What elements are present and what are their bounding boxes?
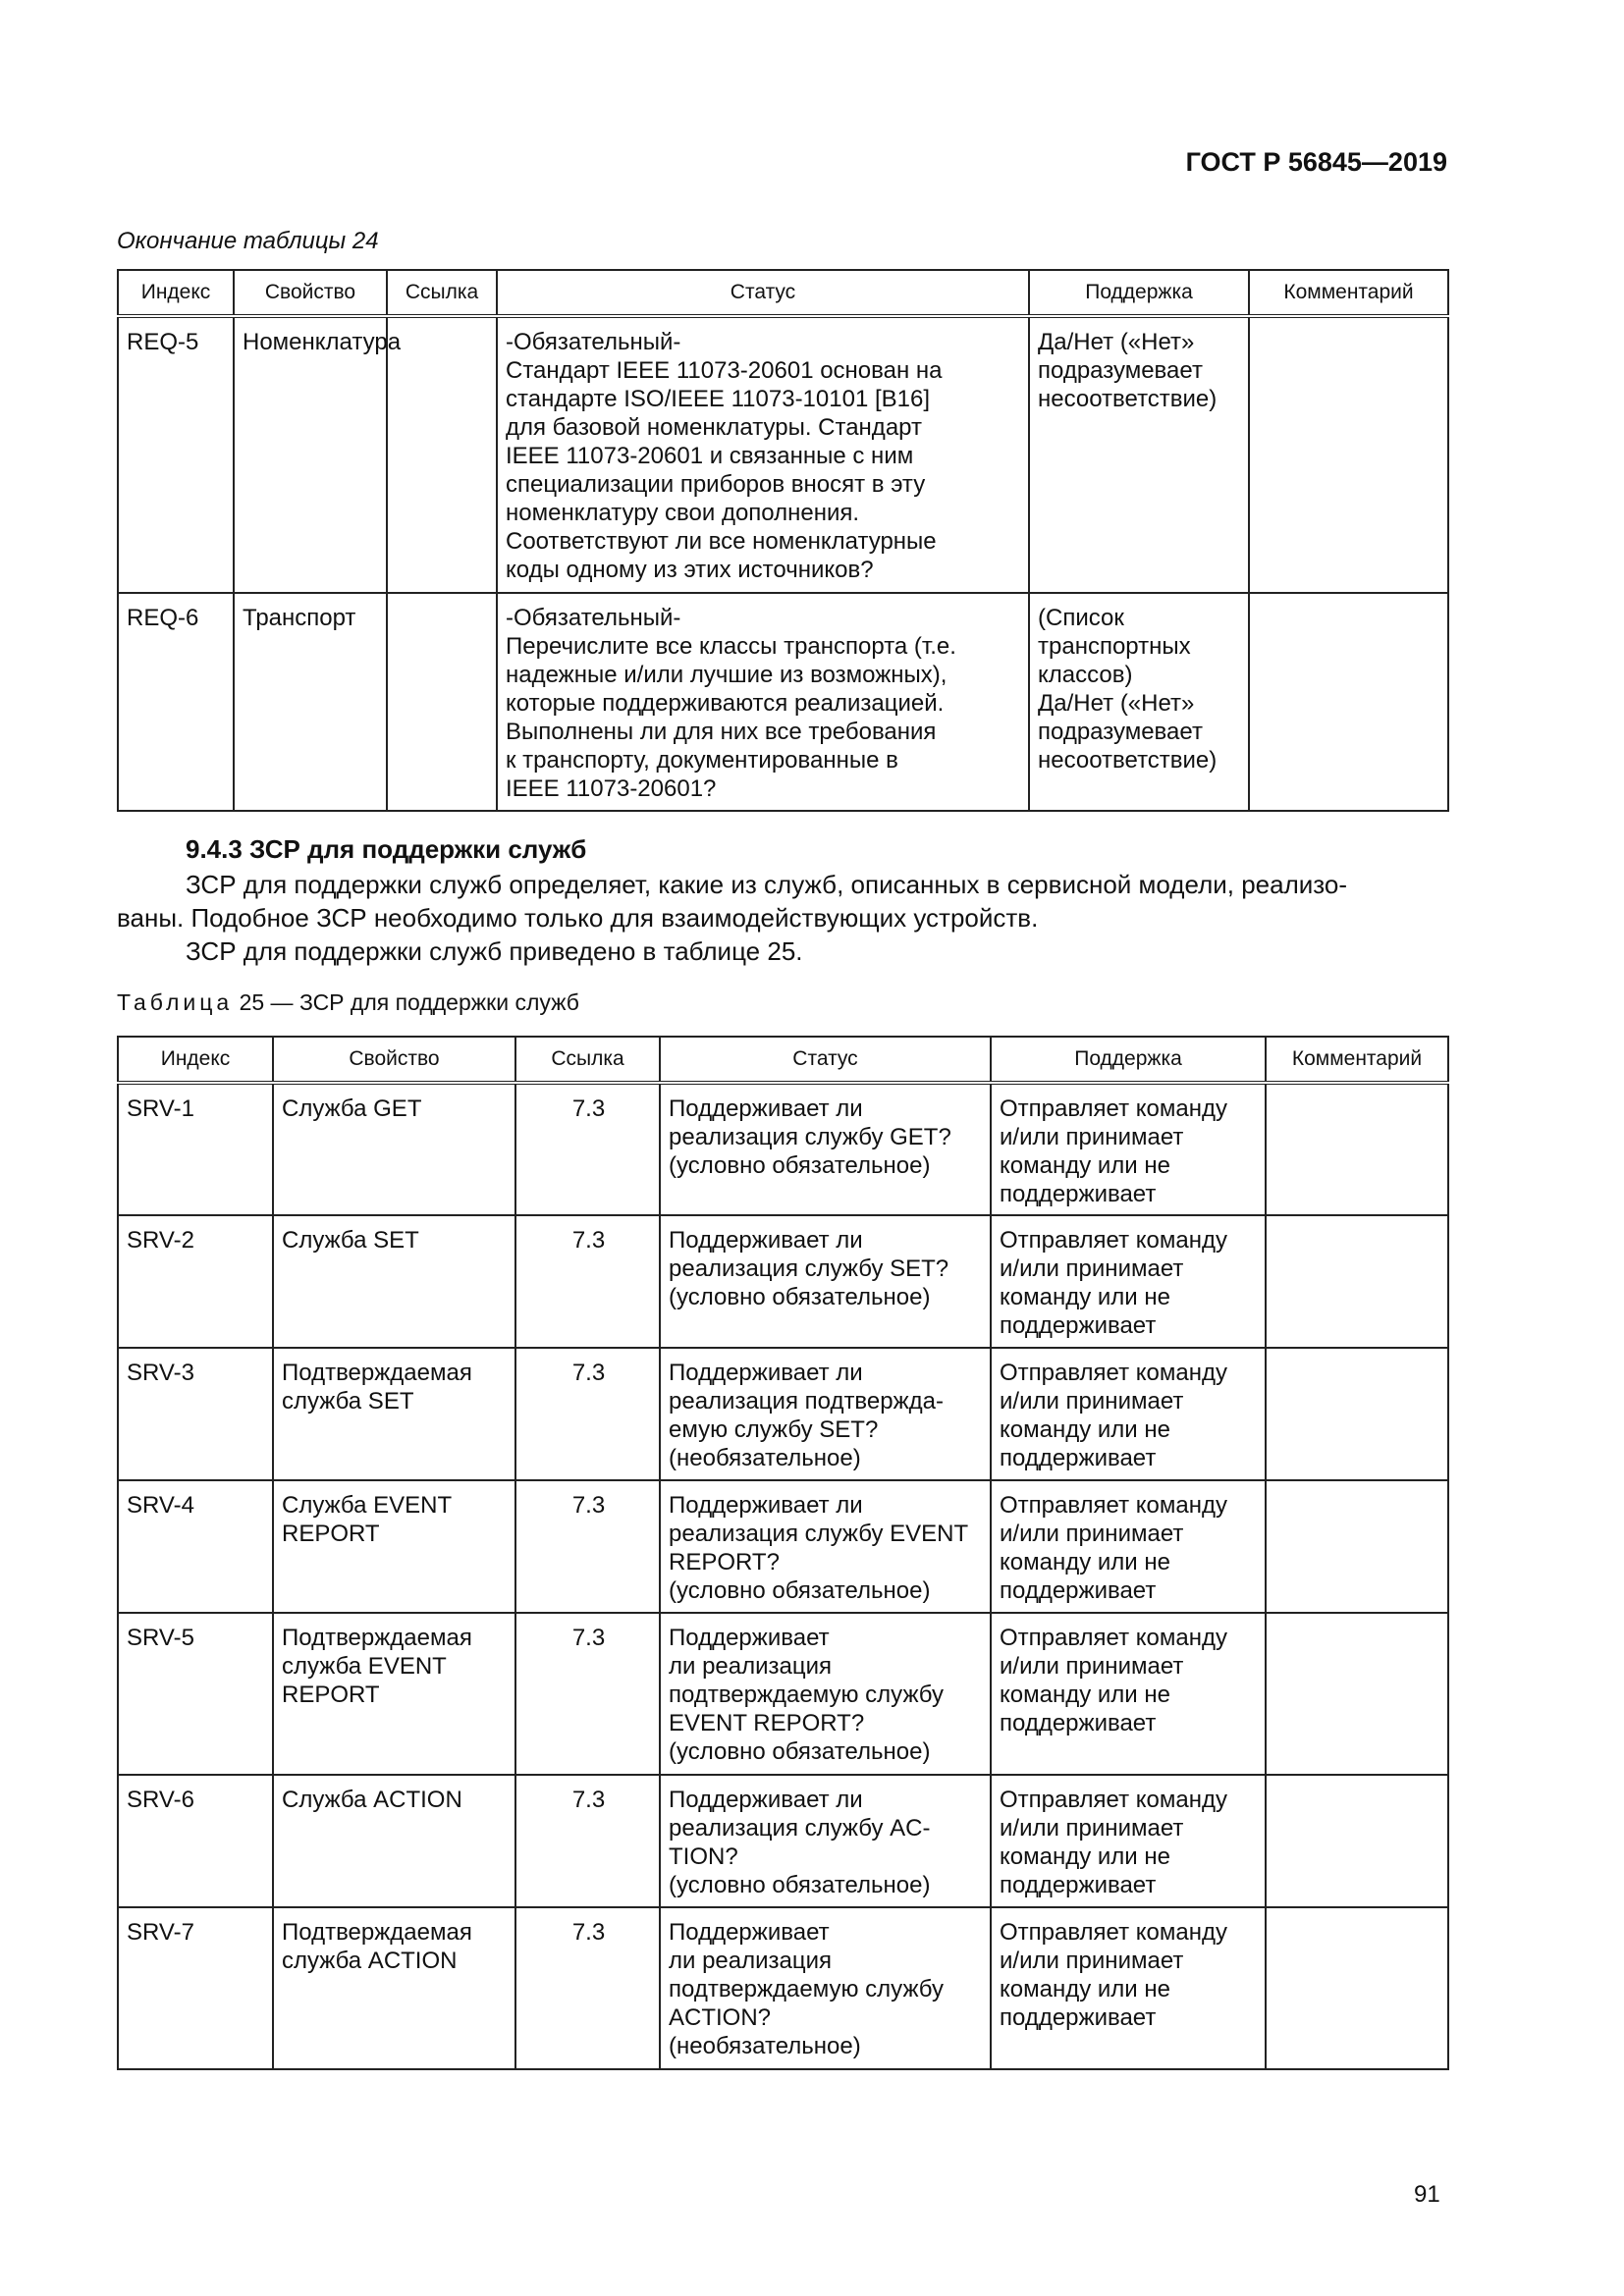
column-header: Индекс: [118, 270, 234, 316]
table-row: [118, 1348, 1448, 1480]
text-line: (условно обязательное): [669, 1577, 931, 1604]
text-line: IEEE 11073-20601 и связанные с ним: [506, 443, 914, 469]
table-25-caption: [117, 989, 579, 1016]
text-line: поддерживает: [1000, 1872, 1157, 1898]
cell-comment: [1266, 1083, 1448, 1215]
cell-status: [660, 1907, 991, 2069]
text-line: несоответствие): [1038, 747, 1218, 774]
text-line: поддерживает: [1000, 1577, 1157, 1604]
table-row: [118, 1480, 1448, 1613]
text-line: (условно обязательное): [669, 1152, 931, 1179]
cell-index: SRV-3: [118, 1348, 273, 1480]
document-code: ГОСТ Р 56845—2019: [1185, 147, 1447, 177]
cell-reference: 7.3: [515, 1480, 660, 1613]
text-line: Отправляет команду: [1000, 1625, 1227, 1651]
cell-index: SRV-4: [118, 1480, 273, 1613]
cell-property: Номенклатура: [234, 316, 387, 593]
table-25: [117, 1036, 1449, 2070]
column-header: Поддержка: [991, 1037, 1266, 1083]
cell-comment: [1249, 593, 1448, 811]
table-header-row: [118, 270, 1448, 316]
text-line: ACTION?: [669, 2004, 772, 2031]
cell-index: SRV-1: [118, 1083, 273, 1215]
text-line: номенклатуру свои дополнения.: [506, 500, 860, 526]
cell-support: [991, 1348, 1266, 1480]
text-line: (Список: [1038, 605, 1124, 631]
text-line: команду или не: [1000, 1284, 1170, 1310]
paragraph: ЗСР для поддержки служб приведено в таблице 25.: [186, 936, 803, 966]
text-line: и/или принимает: [1000, 1255, 1184, 1282]
text-line: Подтверждаемая: [282, 1360, 472, 1386]
table-row: [118, 316, 1448, 593]
text-line: классов): [1038, 662, 1133, 688]
text-line: служба ACTION: [282, 1948, 458, 1974]
text-line: -Обязательный-: [506, 329, 681, 355]
cell-status: [660, 1348, 991, 1480]
text-line: Да/Нет («Нет»: [1038, 690, 1195, 717]
text-line: REPORT: [282, 1682, 380, 1708]
text-line: Подтверждаемая: [282, 1919, 472, 1946]
text-line: реализация службу SET?: [669, 1255, 949, 1282]
text-line: ли реализация: [669, 1653, 833, 1680]
cell-reference: 7.3: [515, 1775, 660, 1907]
text-line: Отправляет команду: [1000, 1227, 1227, 1254]
cell-reference: 7.3: [515, 1348, 660, 1480]
table-header-row: [118, 1037, 1448, 1083]
text-line: команду или не: [1000, 1682, 1170, 1708]
cell-property: [273, 1348, 515, 1480]
text-line: (необязательное): [669, 2033, 861, 2059]
text-line: Отправляет команду: [1000, 1787, 1227, 1813]
cell-comment: [1249, 316, 1448, 593]
text-line: REPORT?: [669, 1549, 780, 1575]
text-line: Поддерживает: [669, 1919, 830, 1946]
column-header: Индекс: [118, 1037, 273, 1083]
text-line: поддерживает: [1000, 1710, 1157, 1736]
cell-status: [660, 1083, 991, 1215]
text-line: (условно обязательное): [669, 1738, 931, 1765]
text-line: и/или принимает: [1000, 1124, 1184, 1150]
cell-property: [273, 1613, 515, 1775]
paragraph-line: ЗСР для поддержки служб определяет, какие из служб, описанных в сервисной модели, реализо-: [186, 870, 1348, 899]
text-line: транспортных: [1038, 633, 1191, 660]
text-line: и/или принимает: [1000, 1521, 1184, 1547]
text-line: к транспорту, документированные в: [506, 747, 898, 774]
text-line: Стандарт IEEE 11073-20601 основан на: [506, 357, 943, 384]
table-continuation-caption: Окончание таблицы 24: [117, 228, 379, 254]
text-line: поддерживает: [1000, 2004, 1157, 2031]
text-line: Служба GET: [282, 1095, 422, 1122]
text-line: ли реализация: [669, 1948, 833, 1974]
text-line: -Обязательный-: [506, 605, 681, 631]
cell-reference: 7.3: [515, 1215, 660, 1348]
cell-status: [660, 1613, 991, 1775]
cell-status: [660, 1480, 991, 1613]
text-line: Служба EVENT: [282, 1492, 453, 1519]
cell-property: [273, 1907, 515, 2069]
cell-property: [273, 1215, 515, 1348]
text-line: подразумевает: [1038, 719, 1203, 745]
text-line: служба EVENT: [282, 1653, 447, 1680]
text-line: TION?: [669, 1843, 738, 1870]
text-line: команду или не: [1000, 1416, 1170, 1443]
cell-property: [273, 1775, 515, 1907]
text-line: Соответствуют ли все номенклатурные: [506, 528, 937, 555]
text-line: команду или не: [1000, 1152, 1170, 1179]
cell-support: [991, 1215, 1266, 1348]
table-row: [118, 1775, 1448, 1907]
text-line: поддерживает: [1000, 1445, 1157, 1471]
text-line: Служба ACTION: [282, 1787, 462, 1813]
cell-support: [991, 1907, 1266, 2069]
cell-status: [497, 316, 1029, 593]
text-line: команду или не: [1000, 1843, 1170, 1870]
paragraph-line: ваны. Подобное ЗСР необходимо только для взаимодействующих устройств.: [117, 903, 1039, 933]
table-row: [118, 1083, 1448, 1215]
cell-index: SRV-6: [118, 1775, 273, 1907]
text-line: и/или принимает: [1000, 1388, 1184, 1415]
column-header: Поддержка: [1029, 270, 1249, 316]
cell-reference: 7.3: [515, 1613, 660, 1775]
text-line: (условно обязательное): [669, 1872, 931, 1898]
text-line: Отправляет команду: [1000, 1360, 1227, 1386]
cell-support: [991, 1083, 1266, 1215]
column-header: Ссылка: [515, 1037, 660, 1083]
text-line: и/или принимает: [1000, 1948, 1184, 1974]
column-header: Комментарий: [1266, 1037, 1448, 1083]
text-line: для базовой номенклатуры. Стандарт: [506, 414, 922, 441]
cell-status: [660, 1775, 991, 1907]
text-line: Поддерживает ли: [669, 1492, 863, 1519]
cell-status: [497, 593, 1029, 811]
column-header: Статус: [497, 270, 1029, 316]
text-line: надежные и/или лучшие из возможных),: [506, 662, 947, 688]
cell-comment: [1266, 1907, 1448, 2069]
text-line: Поддерживает ли: [669, 1787, 863, 1813]
text-line: Поддерживает: [669, 1625, 830, 1651]
text-line: Да/Нет («Нет»: [1038, 329, 1195, 355]
cell-reference: 7.3: [515, 1907, 660, 2069]
text-line: реализация подтвержда-: [669, 1388, 945, 1415]
table-row: [118, 593, 1448, 811]
text-line: несоответствие): [1038, 386, 1218, 412]
cell-comment: [1266, 1215, 1448, 1348]
column-header: Комментарий: [1249, 270, 1448, 316]
text-line: служба SET: [282, 1388, 414, 1415]
column-header: Свойство: [234, 270, 387, 316]
text-line: реализация службу GET?: [669, 1124, 951, 1150]
column-header: Свойство: [273, 1037, 515, 1083]
text-line: подтверждаемую службу: [669, 1976, 944, 2002]
table-row: [118, 1613, 1448, 1775]
cell-reference: [387, 316, 497, 593]
text-line: поддерживает: [1000, 1312, 1157, 1339]
caption-label: Таблица: [117, 989, 234, 1015]
cell-support: [991, 1480, 1266, 1613]
text-line: Отправляет команду: [1000, 1492, 1227, 1519]
cell-comment: [1266, 1775, 1448, 1907]
text-line: емую службу SET?: [669, 1416, 879, 1443]
text-line: команду или не: [1000, 1549, 1170, 1575]
cell-support: [1029, 593, 1249, 811]
cell-comment: [1266, 1480, 1448, 1613]
column-header: Статус: [660, 1037, 991, 1083]
text-line: стандарте ISO/IEEE 11073-10101 [B16]: [506, 386, 930, 412]
cell-index: SRV-7: [118, 1907, 273, 2069]
page-number: 91: [1414, 2181, 1440, 2208]
text-line: команду или не: [1000, 1976, 1170, 2002]
text-line: Подтверждаемая: [282, 1625, 472, 1651]
text-line: Служба SET: [282, 1227, 419, 1254]
text-line: реализация службу EVENT: [669, 1521, 969, 1547]
table-24: [117, 269, 1449, 812]
text-line: (необязательное): [669, 1445, 861, 1471]
cell-support: [1029, 316, 1249, 593]
text-line: Отправляет команду: [1000, 1919, 1227, 1946]
cell-support: [991, 1775, 1266, 1907]
text-line: Поддерживает ли: [669, 1227, 863, 1254]
text-line: коды одному из этих источников?: [506, 557, 874, 583]
cell-reference: [387, 593, 497, 811]
text-line: Перечислите все классы транспорта (т.е.: [506, 633, 956, 660]
cell-index: SRV-2: [118, 1215, 273, 1348]
cell-property: [273, 1480, 515, 1613]
cell-property: Транспорт: [234, 593, 387, 811]
text-line: специализации приборов вносят в эту: [506, 471, 926, 498]
table-row: [118, 1907, 1448, 2069]
cell-property: [273, 1083, 515, 1215]
caption-text: 25 — ЗСР для поддержки служб: [239, 989, 579, 1015]
cell-index: REQ-5: [118, 316, 234, 593]
cell-index: REQ-6: [118, 593, 234, 811]
column-header: Ссылка: [387, 270, 497, 316]
cell-comment: [1266, 1613, 1448, 1775]
text-line: подтверждаемую службу: [669, 1682, 944, 1708]
text-line: (условно обязательное): [669, 1284, 931, 1310]
text-line: реализация службу AC-: [669, 1815, 931, 1842]
text-line: которые поддерживаются реализацией.: [506, 690, 945, 717]
cell-support: [991, 1613, 1266, 1775]
section-heading: 9.4.3 ЗСР для поддержки служб: [186, 834, 587, 864]
cell-reference: 7.3: [515, 1083, 660, 1215]
text-line: и/или принимает: [1000, 1815, 1184, 1842]
cell-index: SRV-5: [118, 1613, 273, 1775]
table-row: [118, 1215, 1448, 1348]
text-line: Поддерживает ли: [669, 1360, 863, 1386]
text-line: поддерживает: [1000, 1181, 1157, 1207]
text-line: и/или принимает: [1000, 1653, 1184, 1680]
text-line: Поддерживает ли: [669, 1095, 863, 1122]
text-line: Выполнены ли для них все требования: [506, 719, 937, 745]
text-line: подразумевает: [1038, 357, 1203, 384]
text-line: Отправляет команду: [1000, 1095, 1227, 1122]
text-line: IEEE 11073-20601?: [506, 775, 717, 802]
text-line: REPORT: [282, 1521, 380, 1547]
cell-comment: [1266, 1348, 1448, 1480]
text-line: EVENT REPORT?: [669, 1710, 865, 1736]
cell-status: [660, 1215, 991, 1348]
